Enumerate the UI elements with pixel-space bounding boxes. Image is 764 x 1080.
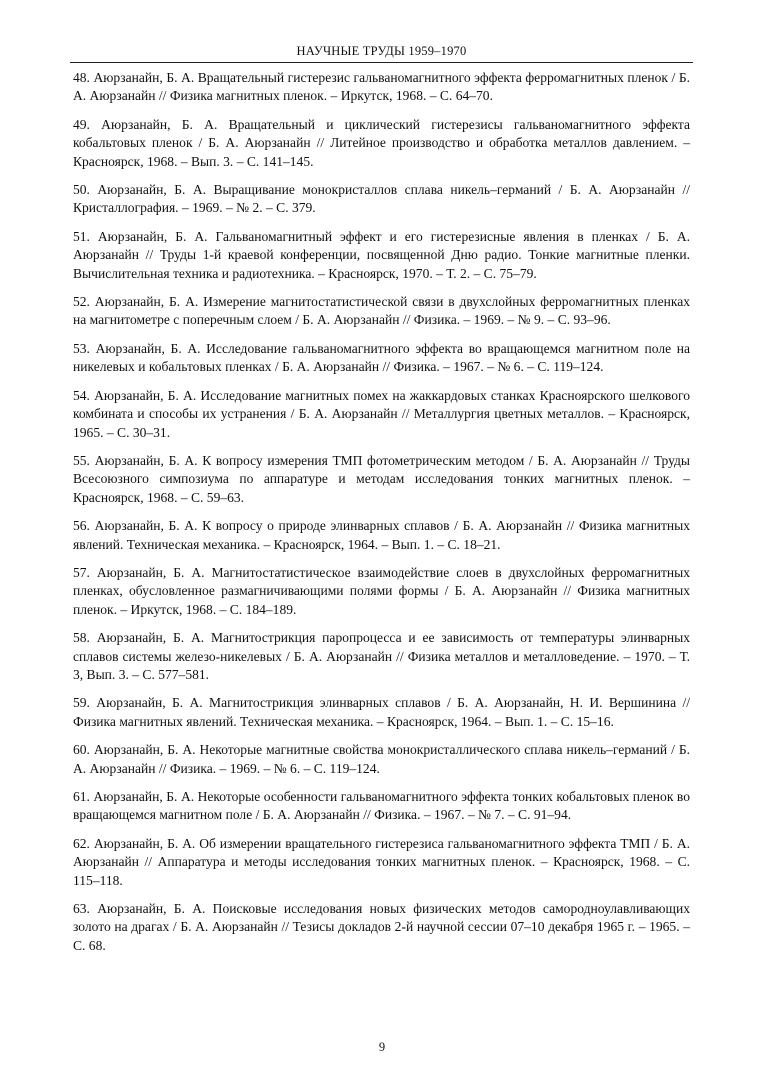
bibliography-entry-56: 56. Аюрзанайн, Б. А. К вопросу о природе элинварных сплавов / Б. А. Аюрзанайн // Физика магнитных явлений. Техническая механика. – Красноярск, 1964. – Вып. 1. – С. 18–21. bbox=[73, 518, 690, 552]
bibliography-entry-51: 51. Аюрзанайн, Б. А. Гальваномагнитный эффект и его гистерезисные явления в пленках / Б. А. Аюрзанайн // Труды 1-й краевой конференции, посвященной Дню радио. Тонкие магнитные пленки. Вычислительная техника и радиотехника. – Красноярск, 1970. – Т. 2. – С. 75–79. bbox=[73, 228, 690, 281]
bibliography-entry-60: 60. Аюрзанайн, Б. А. Некоторые магнитные свойства монокристаллического сплава никель–германий / Б. А. Аюрзанайн // Физика. – 1969. – № 6. – С. 119–124. bbox=[73, 742, 690, 776]
bibliography-entry-58: 58. Аюрзанайн, Б. А. Магнитострикция паропроцесса и ее зависимость от температуры элинварных сплавов системы железо-никелевых / Б. А. Аюрзанайн // Физика металлов и металловедение. – 1970. – Т. 3, Вып. 3. – С. 577–581. bbox=[73, 630, 690, 682]
bibliography-entry-53: 53. Аюрзанайн, Б. А. Исследование гальваномагнитного эффекта во вращающемся магнитном поле на никелевых и кобальтовых пленках / Б. А. Аюрзанайн // Физика. – 1967. – № 6. – С. 119–124. bbox=[73, 340, 690, 375]
header-rule bbox=[70, 62, 693, 63]
bibliography-entry-55: 55. Аюрзанайн, Б. А. К вопросу измерения ТМП фотометрическим методом / Б. А. Аюрзанайн // Труды Всесоюзного симпозиума по аппаратуре и методам исследования тонких магнитных пленок. – Красноярск, 1968. – С. 59–63. bbox=[73, 452, 690, 505]
bibliography-entry-52: 52. Аюрзанайн, Б. А. Измерение магнитостатистической связи в двухслойных ферромагнитных пленках на магнитометре с поперечным слоем / Б. А. Аюрзанайн // Физика. – 1969. – № 9. – С. 93–96. bbox=[73, 294, 690, 328]
bibliography-entry-63: 63. Аюрзанайн, Б. А. Поисковые исследования новых физических методов самородноулавливающих золото на драгах / Б. А. Аюрзанайн // Тезисы докладов 2-й научной сессии 07–10 декабря 1965 г. – 1965. – С. 68. bbox=[73, 901, 690, 953]
bibliography-entry-61: 61. Аюрзанайн, Б. А. Некоторые особенности гальваномагнитного эффекта тонких кобальтовых пленок во вращающемся магнитном поле / Б. А. Аюрзанайн // Физика. – 1967. – № 7. – С. 91–94. bbox=[73, 789, 690, 823]
page-number: 9 bbox=[378, 1040, 386, 1054]
bibliography-entry-54: 54. Аюрзанайн, Б. А. Исследование магнитных помех на жаккардовых станках Красноярского шелкового комбината и способы их устранения / Б. А. Аюрзанайн // Металлургия цветных металлов. – Красноярск, 1965. – С. 30–31. bbox=[73, 387, 690, 440]
bibliography-entry-49: 49. Аюрзанайн, Б. А. Вращательный и циклический гистерезисы гальваномагнитного эффекта кобальтовых пленок / Б. А. Аюрзанайн // Литейное производство и обработка металлов давлением. – Красноярск, 1968. – Вып. 3. – С. 141–145. bbox=[73, 116, 690, 169]
bibliography-entry-57: 57. Аюрзанайн, Б. А. Магнитостатистическое взаимодействие слоев в двухслойных ферромагнитных пленках, обусловленное размагничивающими полями формы / Б. А. Аюрзанайн // Физика магнитных пленок. – Иркутск, 1968. – С. 184–189. bbox=[73, 564, 690, 617]
bibliography-list bbox=[73, 69, 690, 965]
bibliography-entry-59: 59. Аюрзанайн, Б. А. Магнитострикция элинварных сплавов / Б. А. Аюрзанайн, Н. И. Вершинина // Физика магнитных явлений. Техническая механика. – Красноярск, 1964. – Вып. 1. – С. 15–16. bbox=[73, 695, 690, 729]
bibliography-entry-62: 62. Аюрзанайн, Б. А. Об измерении вращательного гистерезиса гальваномагнитного эффекта ТМП / Б. А. Аюрзанайн // Аппаратура и методы исследования тонких магнитных пленок. – Красноярск, 1968. – С. 115–118. bbox=[73, 835, 690, 888]
bibliography-entry-48: 48. Аюрзанайн, Б. А. Вращательный гистерезис гальваномагнитного эффекта ферромагнитных пленок / Б. А. Аюрзанайн // Физика магнитных пленок. – Иркутск, 1968. – С. 64–70. bbox=[73, 70, 690, 104]
running-header: НАУЧНЫЕ ТРУДЫ 1959–1970 bbox=[296, 44, 467, 58]
bibliography-entry-50: 50. Аюрзанайн, Б. А. Выращивание монокристаллов сплава никель–германий / Б. А. Аюрзанайн // Кристаллография. – 1969. – № 2. – С. 379. bbox=[73, 182, 690, 216]
